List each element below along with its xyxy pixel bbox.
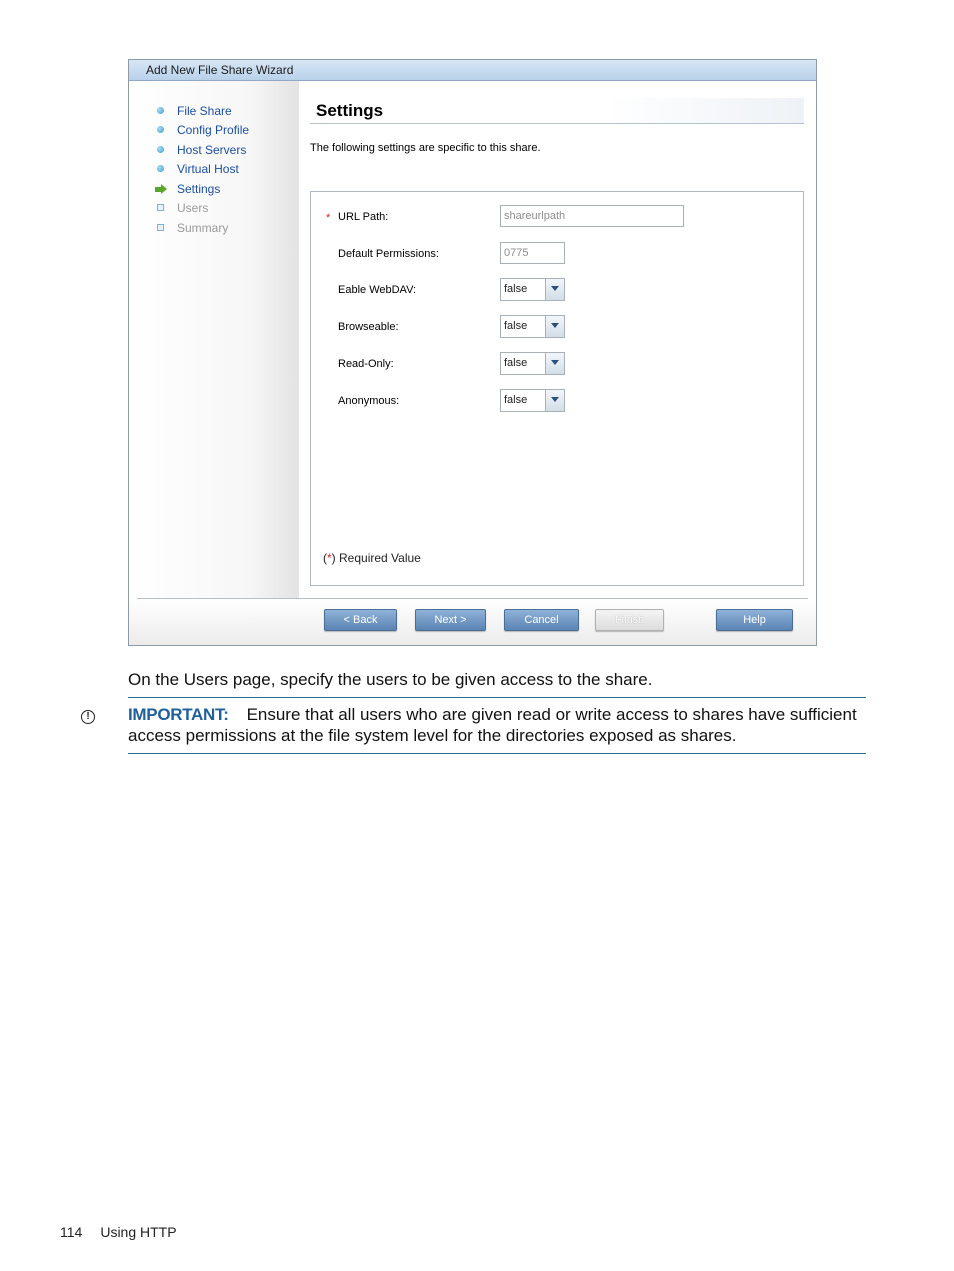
default-permissions-input[interactable]: 0775	[500, 242, 565, 264]
select-value: false	[504, 394, 528, 406]
read-only-row	[311, 352, 803, 376]
step-label: Settings	[177, 182, 221, 196]
url-path-input[interactable]: shareurlpath	[500, 205, 684, 227]
important-top-rule	[128, 697, 866, 698]
required-star: *	[326, 212, 331, 224]
settings-description: The following settings are specific to this share.	[310, 142, 541, 154]
required-value-note: (*) Required Value	[323, 551, 421, 565]
step-label: Summary	[177, 221, 229, 235]
anonymous-row	[311, 389, 803, 413]
step-label: Host Servers	[177, 143, 247, 157]
important-icon: !	[81, 710, 95, 724]
webdav-row	[311, 278, 803, 302]
step-done-bullet-icon	[157, 165, 164, 172]
chevron-down-icon[interactable]	[545, 353, 564, 374]
step-done-bullet-icon	[157, 107, 164, 114]
webdav-select[interactable]	[500, 278, 565, 301]
url-path-label: * URL Path:	[338, 205, 388, 229]
page-footer	[60, 1222, 177, 1242]
step-pending-square-icon	[157, 204, 164, 211]
select-value: false	[504, 357, 528, 369]
step-pending-square-icon	[157, 224, 164, 231]
default-permissions-label: Default Permissions:	[338, 248, 439, 260]
step-label: File Share	[177, 104, 232, 118]
important-bottom-rule	[128, 753, 866, 754]
step-label: Users	[177, 201, 209, 215]
wizard-step-nav	[129, 81, 299, 598]
cancel-button[interactable]: Cancel	[504, 609, 579, 631]
important-tag: IMPORTANT:	[128, 705, 229, 724]
read-only-label: Read-Only:	[338, 358, 394, 370]
step-label: Virtual Host	[177, 162, 239, 176]
footer-section: Using HTTP	[100, 1224, 177, 1240]
step-done-bullet-icon	[157, 126, 164, 133]
settings-heading: Settings	[310, 98, 804, 124]
chevron-down-icon[interactable]	[545, 316, 564, 337]
default-permissions-row	[311, 242, 803, 266]
anonymous-label: Anonymous:	[338, 395, 400, 407]
users-page-instruction: On the Users page, specify the users to be given access to the share.	[128, 670, 653, 689]
important-text: Ensure that all users who are given read or write access to shares have sufficient access permissions at the file system level for the directories exposed as shares.	[128, 705, 857, 745]
back-button[interactable]: < Back	[324, 609, 397, 631]
next-button[interactable]: Next >	[415, 609, 486, 631]
select-value: false	[504, 320, 528, 332]
step-label: Config Profile	[177, 123, 250, 137]
button-bar-divider	[137, 598, 808, 599]
help-button[interactable]: Help	[716, 609, 793, 631]
select-value: false	[504, 283, 528, 295]
browseable-select[interactable]	[500, 315, 565, 338]
chevron-down-icon[interactable]	[545, 279, 564, 300]
anonymous-select[interactable]	[500, 389, 565, 412]
step-done-bullet-icon	[157, 146, 164, 153]
wizard-title-bar: Add New File Share Wizard	[129, 60, 816, 81]
wizard-button-bar	[129, 598, 816, 645]
finish-button: Finish	[595, 609, 664, 631]
read-only-select[interactable]	[500, 352, 565, 375]
browseable-row	[311, 315, 803, 339]
add-file-share-wizard	[128, 59, 817, 646]
important-note	[128, 704, 866, 746]
browseable-label: Browseable:	[338, 321, 399, 333]
page-number: 114	[60, 1224, 83, 1240]
webdav-label: Eable WebDAV:	[338, 284, 417, 296]
settings-form	[310, 191, 804, 586]
url-path-row	[311, 205, 803, 229]
chevron-down-icon[interactable]	[545, 390, 564, 411]
